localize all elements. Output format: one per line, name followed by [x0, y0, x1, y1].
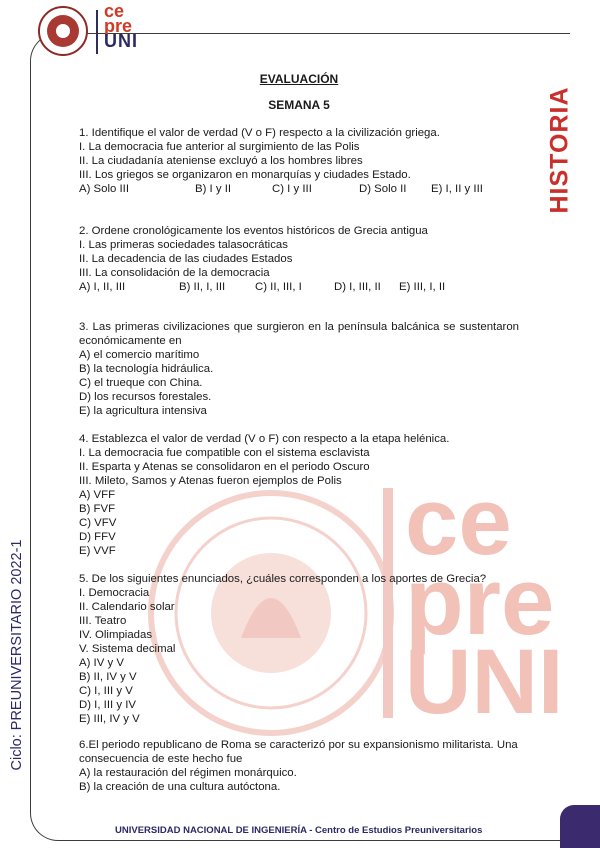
option: B) II, IV y V [79, 671, 137, 683]
statement: I. Las primeras sociedades talasocráticas [79, 239, 288, 251]
question-stem: 1. Identifique el valor de verdad (V o F) respecto a la civilización griega. [79, 127, 440, 139]
option: D) I, III y IV [79, 699, 136, 711]
question-stem: 3. Las primeras civilizaciones que surgieron en la península balcánica se sustentaron económicamente en [79, 321, 519, 347]
option: E) I, II y III [431, 183, 483, 195]
watermark-logo: ce pre UNI [405, 468, 564, 733]
option: C) I, III y V [79, 685, 133, 697]
option: B) la tecnología hidráulica. [79, 363, 214, 375]
question-stem: 2. Ordene cronológicamente los eventos históricos de Grecia antigua [79, 225, 428, 237]
options-row [79, 182, 519, 196]
question-1 [79, 126, 519, 196]
logo-divider [96, 10, 98, 54]
option: D) I, III, II [334, 281, 381, 293]
cycle-label: Ciclo: PREUNIVERSITARIO 2022-1 [9, 539, 25, 771]
uni-seal-icon [38, 6, 88, 56]
statement: I. Democracia [79, 587, 150, 599]
option: A) I, II, III [79, 281, 126, 293]
footer-text: UNIVERSIDAD NACIONAL DE INGENIERÍA - Centro de Estudios Preuniversitarios [115, 825, 483, 836]
statement: I. La democracia fue compatible con el sistema esclavista [79, 447, 370, 459]
option: A) la restauración del régimen monárquico. [79, 767, 297, 779]
option: D) los recursos forestales. [79, 391, 212, 403]
option: E) III, IV y V [79, 713, 140, 725]
question-4 [79, 432, 519, 558]
corner-decoration [560, 805, 600, 848]
option: A) IV y V [79, 657, 124, 669]
option: B) la creación de una cultura autóctona. [79, 781, 281, 793]
statement: II. La decadencia de las ciudades Estados [79, 253, 293, 265]
option: A) VFF [79, 489, 116, 501]
option: A) Solo III [79, 183, 130, 195]
options-row [79, 280, 519, 294]
question-stem: 5. De los siguientes enunciados, ¿cuáles corresponden a los aportes de Grecia? [79, 573, 487, 585]
statement: II. Esparta y Atenas se consolidaron en el periodo Oscuro [79, 461, 370, 473]
option: B) I y II [195, 183, 232, 195]
option: C) II, III, I [255, 281, 302, 293]
question-5 [79, 572, 519, 726]
option: E) III, I, II [399, 281, 446, 293]
statement: V. Sistema decimal [79, 643, 176, 655]
statement: III. Teatro [79, 615, 127, 627]
option: C) I y III [272, 183, 312, 195]
subject-label: HISTORIA [545, 86, 574, 214]
option: E) la agricultura intensiva [79, 405, 207, 417]
option: C) VFV [79, 517, 117, 529]
statement: I. La democracia fue anterior al surgimiento de las Polis [79, 141, 360, 153]
cepre-logo: ce pre UNI [104, 1, 138, 51]
option: E) VVF [79, 545, 116, 557]
question-3 [79, 320, 519, 418]
statement: III. La consolidación de la democracia [79, 267, 270, 279]
option: D) Solo II [359, 183, 407, 195]
question-6 [79, 738, 519, 794]
statement: II. La ciudadanía ateniense excluyó a los hombres libres [79, 155, 363, 167]
question-2 [79, 224, 519, 294]
page-title: EVALUACIÓN [259, 72, 339, 86]
question-stem: 4. Establezca el valor de verdad (V o F) con respecto a la etapa helénica. [79, 433, 450, 445]
option: D) FFV [79, 531, 116, 543]
statement: IV. Olimpiadas [79, 629, 153, 641]
statement: II. Calendario solar [79, 601, 175, 613]
option: B) FVF [79, 503, 116, 515]
week-title: SEMANA 5 [268, 98, 330, 112]
question-stem: 6.El periodo republicano de Roma se caracterizó por su expansionismo militarista. Una consecuencia de este hecho fue [79, 739, 518, 765]
option: B) II, I, III [179, 281, 226, 293]
statement: III. Los griegos se organizaron en monarquías y ciudades Estado. [79, 169, 411, 181]
option: C) el trueque con China. [79, 377, 203, 389]
statement: III. Mileto, Samos y Atenas fueron ejemplos de Polis [79, 475, 342, 487]
option: A) el comercio marítimo [79, 349, 200, 361]
